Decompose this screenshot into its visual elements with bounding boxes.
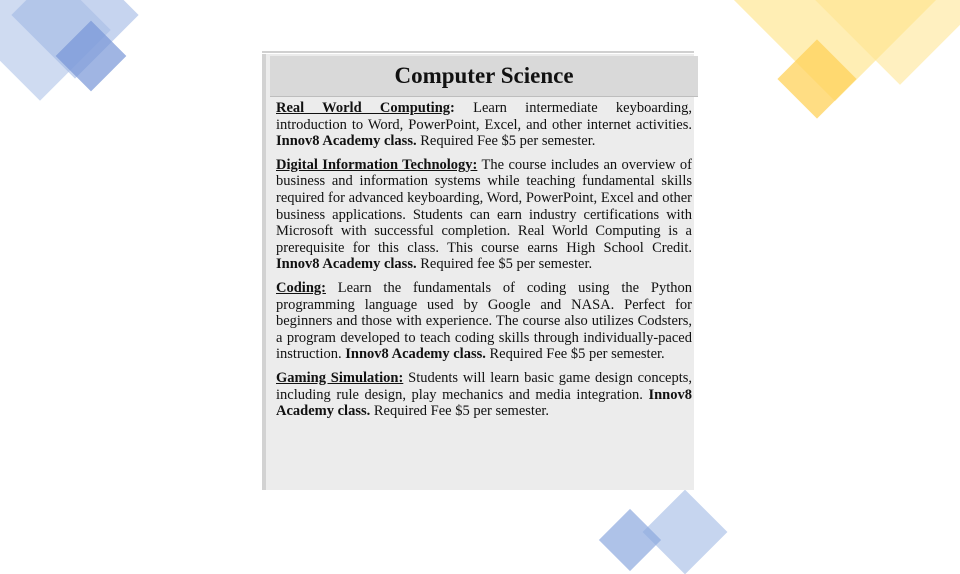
course-fee: Required Fee $5 per semester. [370, 403, 550, 420]
course-academy: Innov8 Academy class. [276, 133, 417, 150]
course-entry-coding [276, 280, 692, 363]
course-name: Coding: [276, 279, 326, 296]
course-entry-gaming-simulation [276, 370, 692, 420]
title-bar [270, 56, 698, 97]
course-description: Learn intermediate keyboarding, introduction to Word, PowerPoint, Excel, and other internet activities. [276, 100, 692, 133]
decor-diamond-blue-bottom-large [643, 490, 728, 574]
course-description: Learn the fundamentals of coding using the Python programming language used by Google and NASA. Perfect for beginners and those with experience. The course also utilizes Codsters, a program developed to teach coding skills through individually-paced instruction. [276, 279, 692, 363]
course-description: The course includes an overview of business and information systems while teaching fundamental skills required for advanced keyboarding, Word, PowerPoint, Excel and other business applications. Students can earn industry certifications with Microsoft with successful completion. Real World Computing is a prerequisite for this class. This course earns High School Credit. [276, 156, 692, 256]
course-academy: Innov8 Academy class. [345, 346, 486, 363]
panel-top-rule [262, 51, 694, 53]
course-name: Real World Computing [276, 100, 451, 116]
course-name: Gaming Simulation: [276, 369, 404, 386]
course-name-separator: : [450, 100, 455, 116]
document-panel [262, 54, 694, 490]
course-entry-real-world-computing [276, 100, 692, 150]
course-fee: Required Fee $5 per semester. [485, 346, 665, 363]
course-fee: Required Fee $5 per semester. [416, 133, 596, 150]
page-title: Computer Science [394, 63, 574, 88]
course-entry-digital-information-technology [276, 157, 692, 273]
course-name: Digital Information Technology: [276, 156, 478, 173]
course-academy: Innov8 Academy class. [276, 386, 692, 420]
course-academy: Innov8 Academy class. [276, 256, 417, 273]
course-fee: Required fee $5 per semester. [416, 256, 593, 273]
course-description: Students will learn basic game design concepts, including rule design, play mechanics and media integration. [276, 369, 692, 403]
course-list [276, 100, 692, 427]
